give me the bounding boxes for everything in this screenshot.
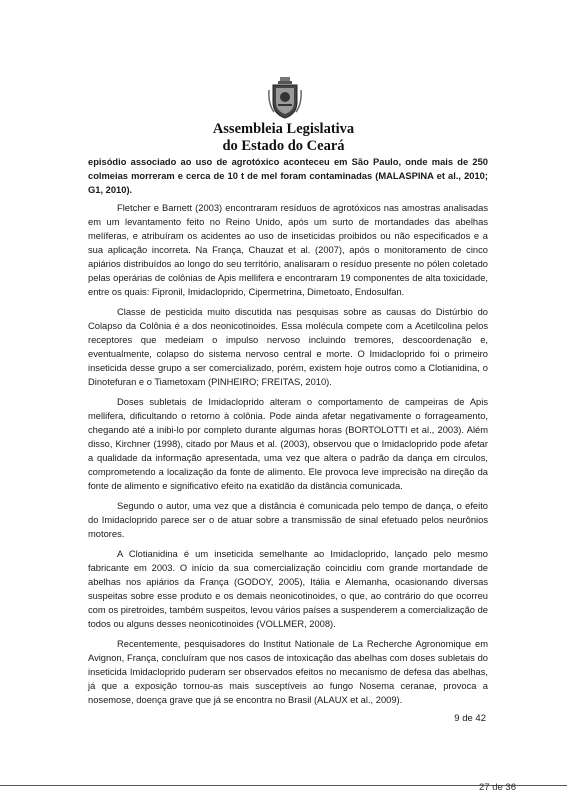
document-body (88, 155, 488, 713)
page-number: 9 de 42 (454, 713, 486, 724)
paragraph-2: Fletcher e Barnett (2003) encontraram resíduos de agrotóxicos nas amostras analisadas em um levantamento feito no Reino Unido, após um surto de mortandades das abelhas melíferas, e atribuíram os acidentes ao uso de inseticidas proibidos ou não especificados e a sua aplicação incorreta. Na França, Chauzat et al. (2007), após o monitoramento de cinco apiários distribuídos ao longo do seu território, analisaram o resíduo presente no pólen coletado pelas operárias de colônias de Apis mellifera e encontraram 19 componentes de alta toxicidade, entre os quais: Fipronil, Imidacloprido, Cipermetrina, Dimetoato, Endosulfan. (88, 203, 488, 297)
paragraph-3: Classe de pesticida muito discutida nas pesquisas sobre as causas do Distúrbio do Colapso da Colônia é a dos neonicotinoides. Essa molécula compete com a Acetilcolina pelos receptores que medeiam o impulso nervoso incluindo tremores, descoordenação e, eventualmente, colapso do sistema nervoso central e morte. O Imidacloprido foi o primeiro inseticida desse grupo a ser comercializado, porém, existem hoje outros como a Clotianidina, o Dinotefuran e o Tiametoxam (PINHEIRO; FREITAS, 2010). (88, 307, 488, 387)
header-title-line-2: do Estado do Ceará (222, 138, 345, 154)
header-title-line-1: Assembleia Legislativa (212, 121, 355, 137)
state-coat-of-arms-icon (268, 76, 302, 120)
paragraph-4: Doses subletais de Imidacloprido alteram o comportamento de campeiras de Apis mellifera, dificultando o retorno à colônia. Pode ainda afetar negativamente o forrageamento, chegando até a inibi-lo por completo durante algumas horas (BORTOLOTTI et al., 2003). Além disso, Kirchner (1998), citado por Maus et al. (2003), observou que o Imidacloprido pode afetar a qualidade da informação apresentada, uma vez que altera o padrão da dança em círculos, comprometendo a localização da fonte de alimento. Ele provoca leve imprecisão na direção da fonte de alimento e significativo efeito na exatidão da distância comunicada. (88, 397, 488, 491)
document-page-number: 27 de 36 (479, 782, 516, 793)
paragraph-5: Segundo o autor, uma vez que a distância é comunicada pelo tempo de dança, o efeito do Imidacloprido parece ser o de atuar sobre a transmissão de sinal efetuado pelos neurônios motores. (88, 501, 488, 539)
paragraph-1: episódio associado ao uso de agrotóxico aconteceu em São Paulo, onde mais de 250 colmeias morreram e cerca de 10 t de mel foram contaminadas (MALASPINA et al., 2010; G1, 2010). (88, 157, 488, 195)
paragraph-7: Recentemente, pesquisadores do Institut Nationale de La Recherche Agronomique em Avignon, França, concluíram que nos casos de intoxicação das abelhas com doses subletais do inseticida Imidacloprido puderam ser observados efeitos no mecanismo de defesa das abelhas, já que a exposição tornou-as mais susceptíveis ao fungo Nosema ceranae, provoca a nosemose, doença grave que já se encontra no Brasil (ALAUX et al., 2009). (88, 639, 488, 705)
paragraph-6: A Clotianidina é um inseticida semelhante ao Imidacloprido, lançado pelo mesmo fabricante em 2003. O início da sua comercialização coincidiu com grande mortandade de abelhas nos apiários da França (GODOY, 2005), Itália e Alemanha, ocasionando diversas suspeitas sobre esse produto e os demais neonicotinoides, o que, ao contrário do que ocorreu com os piretroides, também suspeitos, levou vários países a suspenderem a comercialização de todos ou alguns desses neonicotinoides (VOLLMER, 2008). (88, 549, 488, 629)
